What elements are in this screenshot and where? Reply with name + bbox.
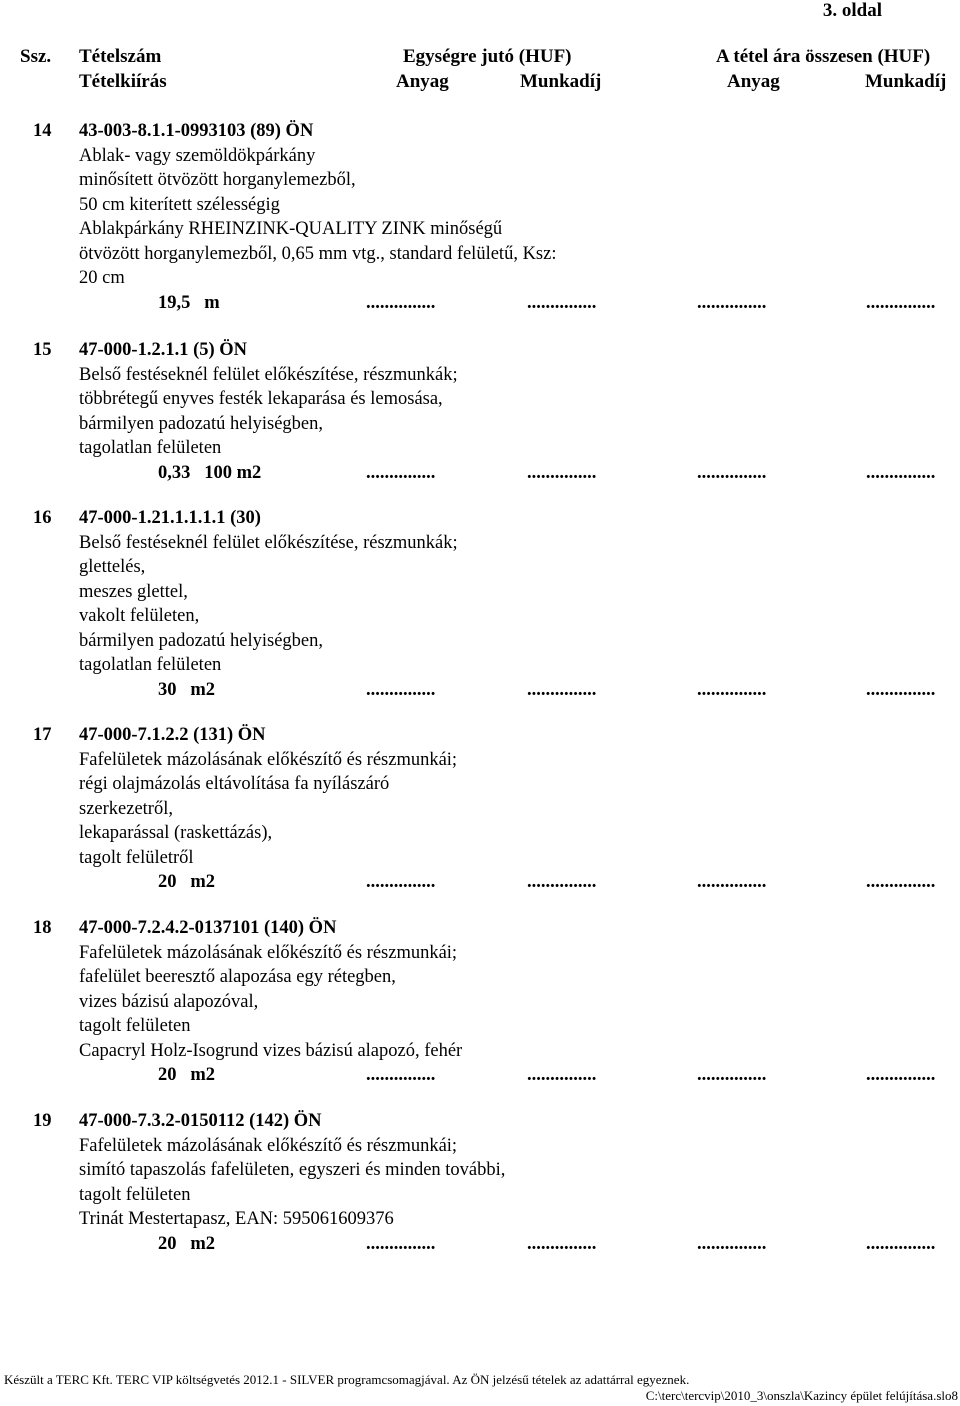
item-quantity: 20 m2 <box>158 1065 216 1085</box>
quantity-row <box>0 461 960 486</box>
total-material-blank: ............... <box>697 872 767 892</box>
item-quantity: 19,5 m <box>158 292 220 313</box>
header-tetelkiiras: Tételkiírás <box>79 71 167 92</box>
unit-labor-blank: ............... <box>527 1233 597 1254</box>
total-material-blank: ............... <box>697 462 767 483</box>
total-labor-blank: ............... <box>866 872 936 892</box>
page-number: 3. oldal <box>822 0 882 21</box>
total-labor-blank: ............... <box>866 1065 936 1085</box>
header-unit-labor: Munkadíj <box>520 71 602 92</box>
item-description: Fafelületek mázolásának előkészítő és részmunkái; fafelület beeresztő alapozása egy rétegben, vizes bázisú alapozóval, tagolt felületen Capacryl Holz-Isogrund vizes bázisú alapozó, fehér <box>79 942 463 1061</box>
total-material-blank: ............... <box>697 679 767 700</box>
item-number: 16 <box>33 508 52 528</box>
item-description: Fafelületek mázolásának előkészítő és részmunkái; simító tapaszolás fafelületen, egyszeri és minden további, tagolt felületen Trinát Mestertapasz, EAN: 595061609376 <box>79 1135 506 1229</box>
item-description: Belső festéseknél felület előkészítése, részmunkák; többrétegű enyves festék lekaparása és lemosása, bármilyen padozatú helyiségben, tagolatlan felületen <box>79 364 458 458</box>
header-ssz: Ssz. <box>20 46 52 67</box>
item-number: 17 <box>33 725 52 745</box>
unit-labor-blank: ............... <box>527 1065 597 1085</box>
item-code: 43-003-8.1.1-0993103 (89) ÖN <box>79 121 314 141</box>
unit-material-blank: ............... <box>366 872 436 892</box>
header-total-labor: Munkadíj <box>865 71 947 92</box>
item-quantity: 0,33 100 m2 <box>158 462 262 483</box>
header-unit-price: Egységre jutó (HUF) <box>403 46 572 67</box>
total-labor-blank: ............... <box>866 1233 936 1254</box>
item-number: 15 <box>33 340 52 360</box>
unit-material-blank: ............... <box>366 1065 436 1085</box>
total-labor-blank: ............... <box>866 679 936 700</box>
unit-material-blank: ............... <box>366 462 436 483</box>
total-material-blank: ............... <box>697 292 767 313</box>
total-labor-blank: ............... <box>866 462 936 483</box>
footer-note: Készült a TERC Kft. TERC VIP költségvetés 2012.1 - SILVER programcsomagjával. Az ÖN jelzésű tételek az adattárral egyeznek. <box>4 1372 690 1387</box>
header-total-material: Anyag <box>727 71 780 92</box>
item-code: 47-000-1.21.1.1.1.1 (30) <box>79 508 261 528</box>
total-material-blank: ............... <box>697 1233 767 1254</box>
quantity-row <box>0 870 960 895</box>
item-code: 47-000-1.2.1.1 (5) ÖN <box>79 340 248 360</box>
header-tetelszam: Tételszám <box>79 46 162 67</box>
unit-labor-blank: ............... <box>527 679 597 700</box>
total-material-blank: ............... <box>697 1065 767 1085</box>
item-number: 14 <box>33 121 52 141</box>
item-description: Belső festéseknél felület előkészítése, részmunkák; glettelés, meszes glettel, vakolt felületen, bármilyen padozatú helyiségben, tagolatlan felületen <box>79 532 458 675</box>
item-quantity: 20 m2 <box>158 1233 216 1254</box>
unit-labor-blank: ............... <box>527 292 597 313</box>
unit-labor-blank: ............... <box>527 462 597 483</box>
footer-file-path: C:\terc\tercvip\2010_3\onszla\Kazincy épület felújítása.slo8 <box>645 1388 958 1403</box>
unit-material-blank: ............... <box>366 679 436 700</box>
item-number: 18 <box>33 918 52 938</box>
unit-material-blank: ............... <box>366 292 436 313</box>
item-description: Fafelületek mázolásának előkészítő és részmunkái; régi olajmázolás eltávolítása fa nyílászáró szerkezetről, lekaparással (raskettázás), tagolt felületről <box>79 749 458 868</box>
quantity-row <box>0 678 960 703</box>
quantity-row <box>0 1063 960 1088</box>
item-quantity: 20 m2 <box>158 872 216 892</box>
item-code: 47-000-7.1.2.2 (131) ÖN <box>79 725 266 745</box>
total-labor-blank: ............... <box>866 292 936 313</box>
header-unit-material: Anyag <box>396 71 449 92</box>
item-description: Ablak- vagy szemöldökpárkány minősített ötvözött horganylemezből, 50 cm kiterített szélességig Ablakpárkány RHEINZINK-QUALITY ZINK minőségű ötvözött horganylemezből, 0,65 mm vtg., standard felületű, Ksz: 20 cm <box>79 145 557 288</box>
quantity-row <box>0 291 960 316</box>
unit-material-blank: ............... <box>366 1233 436 1254</box>
item-number: 19 <box>33 1111 52 1131</box>
item-quantity: 30 m2 <box>158 679 216 700</box>
item-code: 47-000-7.3.2-0150112 (142) ÖN <box>79 1111 322 1131</box>
header-total-price: A tétel ára összesen (HUF) <box>716 46 931 67</box>
item-code: 47-000-7.2.4.2-0137101 (140) ÖN <box>79 918 337 938</box>
quantity-row <box>0 1232 960 1257</box>
unit-labor-blank: ............... <box>527 872 597 892</box>
